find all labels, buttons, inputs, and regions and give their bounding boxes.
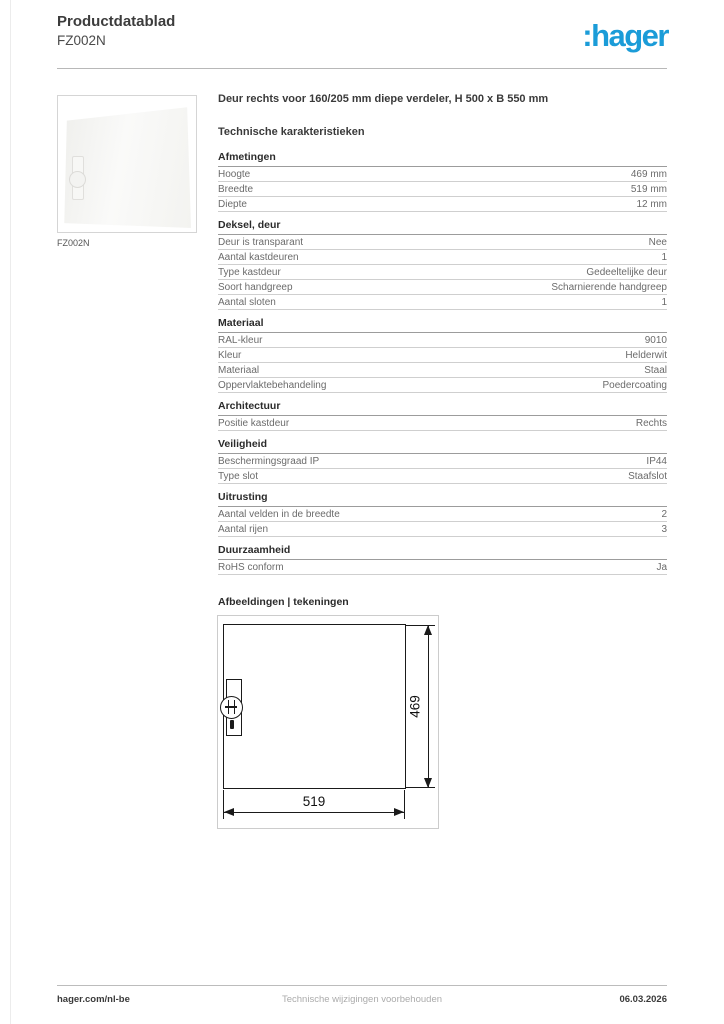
- footer-date: 06.03.2026: [619, 994, 667, 1005]
- height-dimension-arrow-down: [424, 778, 432, 788]
- spec-row-label: Aantal rijen: [218, 524, 269, 535]
- spec-row: [218, 265, 667, 280]
- spec-row-value: 1: [661, 297, 667, 308]
- hager-logo: :hager: [582, 18, 668, 53]
- spec-row-value: 9010: [644, 335, 667, 346]
- spec-section-title: Afmetingen: [218, 152, 667, 167]
- spec-row-value: Staafslot: [628, 471, 667, 482]
- technical-drawing-frame: [217, 615, 439, 829]
- spec-row: [218, 378, 667, 393]
- spec-row: [218, 454, 667, 469]
- spec-row: [218, 295, 667, 310]
- spec-row: [218, 469, 667, 484]
- height-dimension-label: 469: [407, 695, 423, 718]
- spec-section: [218, 401, 667, 431]
- spec-row-label: Aantal kastdeuren: [218, 252, 299, 263]
- spec-section-title: Veiligheid: [218, 439, 667, 454]
- drawing-lock-bar: [225, 706, 237, 708]
- spec-row-value: 12 mm: [636, 199, 667, 210]
- spec-section-title: Duurzaamheid: [218, 545, 667, 560]
- spec-row-label: Deur is transparant: [218, 237, 304, 248]
- width-dimension-label: 519: [302, 794, 326, 809]
- spec-row: [218, 560, 667, 575]
- product-image-caption: FZ002N: [57, 238, 90, 248]
- spec-row-label: Aantal velden in de breedte: [218, 509, 340, 520]
- spec-section-title: Architectuur: [218, 401, 667, 416]
- drawing-door-outline: [223, 624, 406, 789]
- spec-section-title: Uitrusting: [218, 492, 667, 507]
- spec-row-value: Scharnierende handgreep: [551, 282, 667, 293]
- spec-row: [218, 167, 667, 182]
- spec-row-value: Poedercoating: [602, 380, 667, 391]
- spec-row-label: Positie kastdeur: [218, 418, 290, 429]
- spec-row: [218, 280, 667, 295]
- spec-section: [218, 318, 667, 393]
- footer-disclaimer: Technische wijzigingen voorbehouden: [281, 994, 443, 1005]
- spec-row: [218, 197, 667, 212]
- spec-row-label: Beschermingsgraad IP: [218, 456, 320, 467]
- spec-row-value: Helderwit: [625, 350, 667, 361]
- spec-row-label: RAL-kleur: [218, 335, 263, 346]
- product-reference: FZ002N: [57, 33, 106, 48]
- spec-row-label: RoHS conform: [218, 562, 284, 573]
- width-dimension-arrow-right: [394, 808, 404, 816]
- spec-section: [218, 220, 667, 310]
- spec-row-label: Type kastdeur: [218, 267, 281, 278]
- height-dimension-arrow-up: [424, 625, 432, 635]
- spec-row: [218, 250, 667, 265]
- spec-row-value: IP44: [646, 456, 667, 467]
- spec-section: [218, 545, 667, 575]
- height-dimension-line: [428, 626, 429, 787]
- page-title: Productdatablad: [57, 13, 176, 30]
- drawing-key-slot: [230, 720, 234, 729]
- spec-row-value: 2: [661, 509, 667, 520]
- spec-row-value: 519 mm: [630, 184, 667, 195]
- width-dimension-arrow-left: [224, 808, 234, 816]
- spec-row: [218, 416, 667, 431]
- drawings-heading: Afbeeldingen | tekeningen: [218, 596, 349, 608]
- spec-section: [218, 152, 667, 212]
- page-edge-line: [10, 0, 11, 1024]
- spec-row-label: Hoogte: [218, 169, 251, 180]
- footer-divider: [57, 985, 667, 986]
- spec-row-label: Aantal sloten: [218, 297, 276, 308]
- technical-characteristics-heading: Technische karakteristieken: [218, 126, 365, 138]
- spec-row-label: Soort handgreep: [218, 282, 293, 293]
- spec-section: [218, 492, 667, 537]
- spec-sections: [218, 152, 667, 583]
- spec-row: [218, 182, 667, 197]
- spec-row-label: Kleur: [218, 350, 242, 361]
- door-knob-graphic: [69, 171, 86, 188]
- spec-row-value: Rechts: [635, 418, 667, 429]
- spec-row: [218, 522, 667, 537]
- spec-row-value: Staal: [644, 365, 667, 376]
- spec-row: [218, 235, 667, 250]
- header-divider: [57, 68, 667, 69]
- spec-row: [218, 348, 667, 363]
- spec-row-label: Oppervlaktebehandeling: [218, 380, 327, 391]
- spec-row-value: Gedeeltelijke deur: [586, 267, 667, 278]
- spec-row-value: 3: [661, 524, 667, 535]
- spec-section: [218, 439, 667, 484]
- product-door-image: [63, 106, 191, 228]
- spec-row: [218, 333, 667, 348]
- dimension-extension-right: [404, 790, 405, 819]
- width-dimension-line: [224, 812, 404, 813]
- drawing-lock-knob: [220, 696, 243, 719]
- spec-row-value: Ja: [656, 562, 667, 573]
- footer-website: hager.com/nl-be: [57, 994, 130, 1005]
- spec-section-title: Materiaal: [218, 318, 667, 333]
- spec-row: [218, 507, 667, 522]
- spec-row-label: Type slot: [218, 471, 259, 482]
- spec-row-label: Breedte: [218, 184, 254, 195]
- spec-row: [218, 363, 667, 378]
- spec-section-title: Deksel, deur: [218, 220, 667, 235]
- product-image-frame: [57, 95, 197, 233]
- spec-row-label: Materiaal: [218, 365, 260, 376]
- spec-row-value: Nee: [648, 237, 667, 248]
- spec-row-value: 469 mm: [630, 169, 667, 180]
- spec-row-value: 1: [661, 252, 667, 263]
- spec-row-label: Diepte: [218, 199, 247, 210]
- product-description: Deur rechts voor 160/205 mm diepe verdeler, H 500 x B 550 mm: [218, 93, 549, 105]
